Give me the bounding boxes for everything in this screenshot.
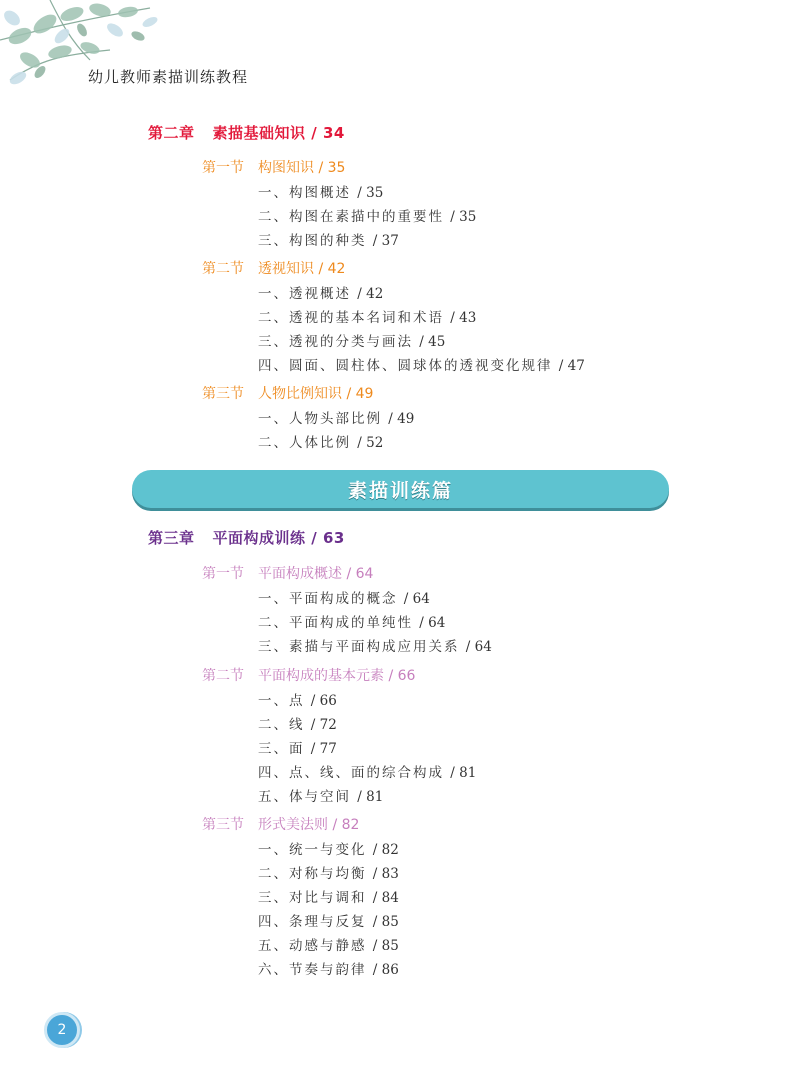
section-heading[interactable] (202, 563, 373, 583)
toc-item-page: / 82 (372, 842, 399, 858)
toc-item-text: 二、构图在素描中的重要性 (258, 209, 444, 225)
page-number-badge (44, 1012, 80, 1048)
page-number: 2 (57, 1022, 67, 1038)
section-label: 第二节 (202, 261, 244, 277)
toc-item-text: 一、透视概述 (258, 286, 351, 302)
toc-item[interactable] (258, 205, 476, 225)
toc-item-text: 二、人体比例 (258, 435, 351, 451)
section-heading[interactable] (202, 665, 415, 685)
section-label: 第二节 (202, 668, 244, 684)
toc-item-text: 四、圆面、圆柱体、圆球体的透视变化规律 (258, 358, 553, 374)
chapter-title: 素描基础知识 / 34 (212, 124, 345, 142)
toc-item[interactable] (258, 862, 399, 882)
book-title: 幼儿教师素描训练教程 (88, 68, 249, 86)
section-heading[interactable] (202, 258, 345, 278)
chapter-heading[interactable] (148, 122, 345, 143)
section-label: 第三节 (202, 386, 244, 402)
toc-item-page: / 83 (372, 866, 399, 882)
toc-item[interactable] (258, 354, 585, 374)
section-title: 平面构成的基本元素 / 66 (258, 668, 416, 684)
toc-item-text: 三、素描与平面构成应用关系 (258, 639, 460, 655)
toc-item-text: 二、透视的基本名词和术语 (258, 310, 444, 326)
toc-item-page: / 66 (310, 693, 337, 709)
section-label: 第一节 (202, 160, 244, 176)
toc-item[interactable] (258, 306, 476, 326)
toc-item-text: 五、动感与静感 (258, 938, 367, 954)
toc-item[interactable] (258, 587, 430, 607)
toc-item-page: / 85 (372, 914, 399, 930)
toc-item[interactable] (258, 886, 399, 906)
toc-item-page: / 45 (419, 334, 446, 350)
toc-item-text: 四、条理与反复 (258, 914, 367, 930)
toc-item-page: / 85 (372, 938, 399, 954)
toc-item-page: / 47 (558, 358, 585, 374)
toc-item-text: 一、统一与变化 (258, 842, 367, 858)
toc-item-page: / 43 (450, 310, 477, 326)
toc-item[interactable] (258, 282, 383, 302)
toc-item[interactable] (258, 713, 337, 733)
toc-item[interactable] (258, 330, 445, 350)
toc-item-text: 三、对比与调和 (258, 890, 367, 906)
section-label: 第三节 (202, 817, 244, 833)
toc-item-page: / 42 (357, 286, 384, 302)
toc-item-text: 六、节奏与韵律 (258, 962, 367, 978)
toc-item-page: / 64 (465, 639, 492, 655)
toc-item-page: / 77 (310, 741, 337, 757)
toc-item-page: / 81 (450, 765, 477, 781)
toc-item-page: / 35 (357, 185, 384, 201)
section-label: 第一节 (202, 566, 244, 582)
chapter-heading[interactable] (148, 527, 345, 548)
toc-item-page: / 35 (450, 209, 477, 225)
toc-item[interactable] (258, 785, 383, 805)
toc-item-text: 一、人物头部比例 (258, 411, 382, 427)
toc-item-page: / 49 (388, 411, 415, 427)
toc-item[interactable] (258, 761, 476, 781)
toc-item[interactable] (258, 181, 383, 201)
toc-item-text: 一、构图概述 (258, 185, 351, 201)
toc-item[interactable] (258, 910, 399, 930)
section-title: 透视知识 / 42 (258, 261, 346, 277)
toc-item-text: 五、体与空间 (258, 789, 351, 805)
toc-item-page: / 86 (372, 962, 399, 978)
toc-item-text: 三、构图的种类 (258, 233, 367, 249)
section-title: 平面构成概述 / 64 (258, 566, 374, 582)
toc-item-page: / 84 (372, 890, 399, 906)
toc-item-page: / 52 (357, 435, 384, 451)
toc-item-page: / 72 (310, 717, 337, 733)
section-title: 形式美法则 / 82 (258, 817, 360, 833)
part-banner (132, 470, 669, 508)
toc-item-text: 一、点 (258, 693, 305, 709)
section-heading[interactable] (202, 383, 373, 403)
part-banner-title: 素描训练篇 (347, 479, 453, 502)
toc-item[interactable] (258, 737, 337, 757)
toc-item-text: 三、透视的分类与画法 (258, 334, 413, 350)
toc-item[interactable] (258, 635, 492, 655)
toc-item-text: 二、线 (258, 717, 305, 733)
toc-item[interactable] (258, 407, 414, 427)
chapter-title: 平面构成训练 / 63 (212, 529, 345, 547)
toc-item-page: / 64 (419, 615, 446, 631)
section-title: 构图知识 / 35 (258, 160, 346, 176)
chapter-label: 第二章 (148, 124, 195, 142)
toc-item-page: / 81 (357, 789, 384, 805)
toc-item-text: 四、点、线、面的综合构成 (258, 765, 444, 781)
toc-item-text: 二、平面构成的单纯性 (258, 615, 413, 631)
toc-item-text: 三、面 (258, 741, 305, 757)
chapter-label: 第三章 (148, 529, 195, 547)
toc-item[interactable] (258, 431, 383, 451)
section-heading[interactable] (202, 814, 359, 834)
toc-item-page: / 37 (372, 233, 399, 249)
toc-item[interactable] (258, 838, 399, 858)
toc-item[interactable] (258, 958, 399, 978)
toc-item[interactable] (258, 689, 337, 709)
toc-item-page: / 64 (403, 591, 430, 607)
toc-item[interactable] (258, 934, 399, 954)
toc-item[interactable] (258, 611, 445, 631)
section-title: 人物比例知识 / 49 (258, 386, 374, 402)
section-heading[interactable] (202, 157, 345, 177)
toc-item-text: 二、对称与均衡 (258, 866, 367, 882)
toc-item[interactable] (258, 229, 399, 249)
toc-item-text: 一、平面构成的概念 (258, 591, 398, 607)
